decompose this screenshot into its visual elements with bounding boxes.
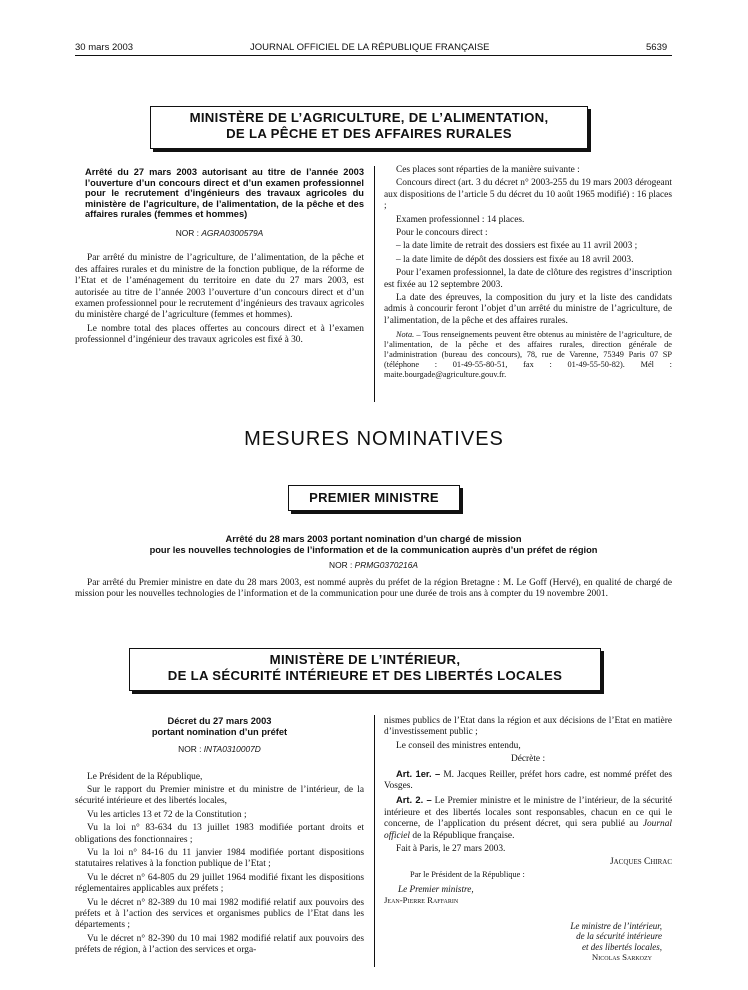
decret-left-column — [75, 716, 364, 959]
arrete-agriculture-paragraph: Pour le concours direct : — [396, 228, 488, 239]
nor-label: NOR : — [329, 560, 353, 570]
article-label: Art. 1er. – — [396, 767, 441, 779]
article-text: M. Jacques Reiller, préfet hors cadre, est nommé préfet des Vosges. — [384, 769, 673, 792]
signature-mi-title-line: Le ministre de l’intérieur, — [570, 920, 662, 931]
ministry-agriculture-line1: MINISTÈRE DE L’AGRICULTURE, DE L’ALIMENTATION, — [189, 110, 549, 125]
arrete-pm-body — [75, 578, 672, 603]
decret-article-2 — [384, 794, 672, 842]
journal-title: JOURNAL OFFICIEL DE LA RÉPUBLIQUE FRANÇAISE — [250, 42, 490, 53]
arrete-agriculture-paragraph: – la date limite de dépôt des dossiers est fixée au 18 avril 2003. — [396, 254, 634, 265]
article-text: de la République française. — [410, 830, 515, 841]
ministry-agriculture-box — [150, 106, 588, 149]
column-divider — [374, 166, 375, 402]
signature-pm-name: Jean-Pierre Raffarin — [384, 895, 459, 906]
signature-mi-title-line: et des libertés locales, — [582, 941, 662, 952]
nor-value: PRMG0370216A — [354, 560, 418, 570]
arrete-agriculture-left-column — [75, 167, 364, 349]
ministry-interieur-line1: MINISTÈRE DE L’INTÉRIEUR, — [269, 652, 461, 667]
decret-visa: Vu le décret n° 82-390 du 10 mai 1982 modifié relatif aux pouvoirs des préfets de région, à l’action des services et orga- — [75, 933, 364, 956]
decret-visa: nismes publics de l’Etat dans la région et aux décisions de l’Etat en matière d’investissement public ; — [384, 716, 672, 738]
nor-label: NOR : — [175, 227, 199, 238]
arrete-pm-title — [75, 534, 672, 555]
arrete-agriculture-paragraph: Pour l’examen professionnel, la date de clôture des registres d’inscription est fixée au 12 septembre 2003. — [384, 268, 672, 290]
decret-nor — [75, 744, 364, 755]
decret-visa: Vu les articles 13 et 72 de la Constitution ; — [87, 809, 247, 820]
arrete-agriculture-paragraph: Concours direct (art. 3 du décret n° 2003-255 du 19 mars 2003 dérogeant aux dispositions de l’article 5 du décret du 10 août 1965 modifié) : 16 places ; — [384, 178, 672, 212]
decret-visa: Le Président de la République, — [87, 771, 203, 782]
premier-ministre-box — [288, 485, 460, 511]
arrete-agriculture-paragraph: La date des épreuves, la composition du jury et la liste des candidats admis à concourir feront l’objet d’un arrêté du ministre de l’agriculture, de l’alimentation, de la pêche et des affaires rurales. — [384, 293, 672, 326]
par-le-president: Par le Président de la République : — [410, 869, 525, 879]
decret-right-column — [384, 716, 672, 964]
article-label: Art. 2. – — [396, 794, 432, 806]
decret-visa: Sur le rapport du Premier ministre et du ministre de l’intérieur, de la sécurité intérieure et des libertés locales, — [75, 785, 364, 807]
ministry-interieur-line2: DE LA SÉCURITÉ INTÉRIEURE ET DES LIBERTÉS LOCALES — [167, 667, 563, 683]
arrete-pm-title-line1: Arrêté du 28 mars 2003 portant nomination d’un chargé de mission — [225, 534, 522, 544]
ministry-agriculture-line2: DE LA PÊCHE ET DES AFFAIRES RURALES — [226, 125, 512, 141]
decret-article-1 — [384, 768, 672, 793]
arrete-pm-title-line2: pour les nouvelles technologies de l’information et de la communication auprès d’un préfet de région — [149, 544, 598, 555]
journal-officiel-ref: Journal officiel — [384, 819, 672, 841]
decret-title-line2: portant nomination d’un préfet — [151, 726, 288, 737]
header-rule — [75, 55, 672, 56]
section-title: MESURES NOMINATIVES — [244, 428, 504, 450]
signature-president: Jacques Chirac — [609, 857, 672, 868]
decret-title — [75, 716, 364, 737]
decret-visa: Le conseil des ministres entendu, — [396, 740, 521, 751]
decret-fait: Fait à Paris, le 27 mars 2003. — [396, 844, 506, 855]
article-text: Le Premier ministre et le ministre de l’intérieur, de la sécurité intérieure et des libertés locales sont responsables, chacun en ce qui le concerne, de l’application du présent décret, qui sera publié au — [384, 796, 673, 830]
decret-visa: Vu le décret n° 64-805 du 29 juillet 1964 modifié fixant les dispositions réglementaires applicables aux préfets ; — [75, 872, 364, 895]
arrete-agriculture-title: Arrêté du 27 mars 2003 autorisant au titre de l’année 2003 l’ouverture d’un concours direct et d’un examen professionnel pour le recrutement d’ingénieurs des travaux agricoles du ministère de l’agriculture, de l’alimentation, de la pêche et des affaires rurales (femmes et hommes) — [85, 167, 364, 220]
nor-label: NOR : — [178, 744, 202, 755]
page-number: 5639 — [646, 42, 668, 53]
arrete-agriculture-paragraph: Le nombre total des places offertes au concours direct et à l’examen professionnel d’ingénieur des travaux agricoles est fixé à 30. — [75, 323, 364, 346]
arrete-agriculture-paragraph: Par arrêté du ministre de l’agriculture, de l’alimentation, de la pêche et des affaires rurales et du ministre de la fonction publique, de la réforme de l’Etat et de l’aménagement du territoire en date du 27 mars 2003, est autorisée au titre de l’année 2003 l’ouverture d’un concours direct et d’un examen professionnel pour le recrutement d’ingénieurs des travaux agricoles du ministère chargé de l’agriculture (femmes et hommes). — [75, 253, 364, 321]
arrete-agriculture-paragraph: – la date limite de retrait des dossiers est fixée au 11 avril 2003 ; — [396, 241, 638, 252]
signature-pm-title: Le Premier ministre, — [398, 883, 474, 894]
signature-mi-name: Nicolas Sarkozy — [591, 952, 652, 963]
signature-mi-title-line: de la sécurité intérieure — [576, 931, 662, 942]
nota-label: Nota. – — [396, 330, 421, 340]
nor-value: INTA0310007D — [203, 744, 261, 755]
premier-ministre-label: PREMIER MINISTRE — [309, 490, 439, 505]
nor-value: AGRA0300579A — [201, 227, 264, 238]
decret-title-line1: Décret du 27 mars 2003 — [167, 716, 272, 726]
arrete-agriculture-paragraph: Ces places sont réparties de la manière suivante : — [396, 165, 580, 175]
issue-date: 30 mars 2003 — [75, 42, 134, 53]
signature-mi-title — [384, 921, 672, 953]
arrete-agriculture-right-column — [384, 165, 672, 382]
arrete-pm-paragraph: Par arrêté du Premier ministre en date du 28 mars 2003, est nommé auprès du préfet de la région Bretagne : M. Le Goff (Hervé), en qualité de chargé de mission pour les nouvelles technologies de l’information et de la communication pour une durée de trois ans à compter du 19 novembre 2001. — [75, 578, 672, 600]
ministry-interieur-box — [129, 648, 601, 691]
decret-visa: Vu le décret n° 82-389 du 10 mai 1982 modifié relatif aux pouvoirs des préfets et à l’action des services et organismes publics de l’Etat dans les départements ; — [75, 897, 364, 931]
arrete-agriculture-paragraph: Examen professionnel : 14 places. — [396, 214, 525, 225]
arrete-pm-nor — [75, 560, 672, 570]
nota-text: Tous renseignements peuvent être obtenus au ministère de l’agriculture, de l’alimentation, de la pêche et des affaires rurales, direction générale de l’administration (bureau des concours), 78, rue de Varenne, 75349 Paris 07 SP (téléphone : 01-49-55-80-51, fax : 01-49-55-50-82). Mél : maite.bourgade@agriculture.gouv.fr. — [384, 330, 672, 380]
arrete-agriculture-nota — [384, 330, 672, 380]
arrete-agriculture-nor — [75, 228, 364, 239]
decret-visa: Vu la loi n° 83-634 du 13 juillet 1983 modifiée portant droits et obligations des fonctionnaires ; — [75, 823, 364, 845]
column-divider — [374, 715, 375, 967]
decret-visa: Vu la loi n° 84-16 du 11 janvier 1984 modifiée portant dispositions statutaires relatives à la fonction publique de l’Etat ; — [75, 848, 364, 870]
decret-decrete: Décrète : — [510, 754, 546, 765]
